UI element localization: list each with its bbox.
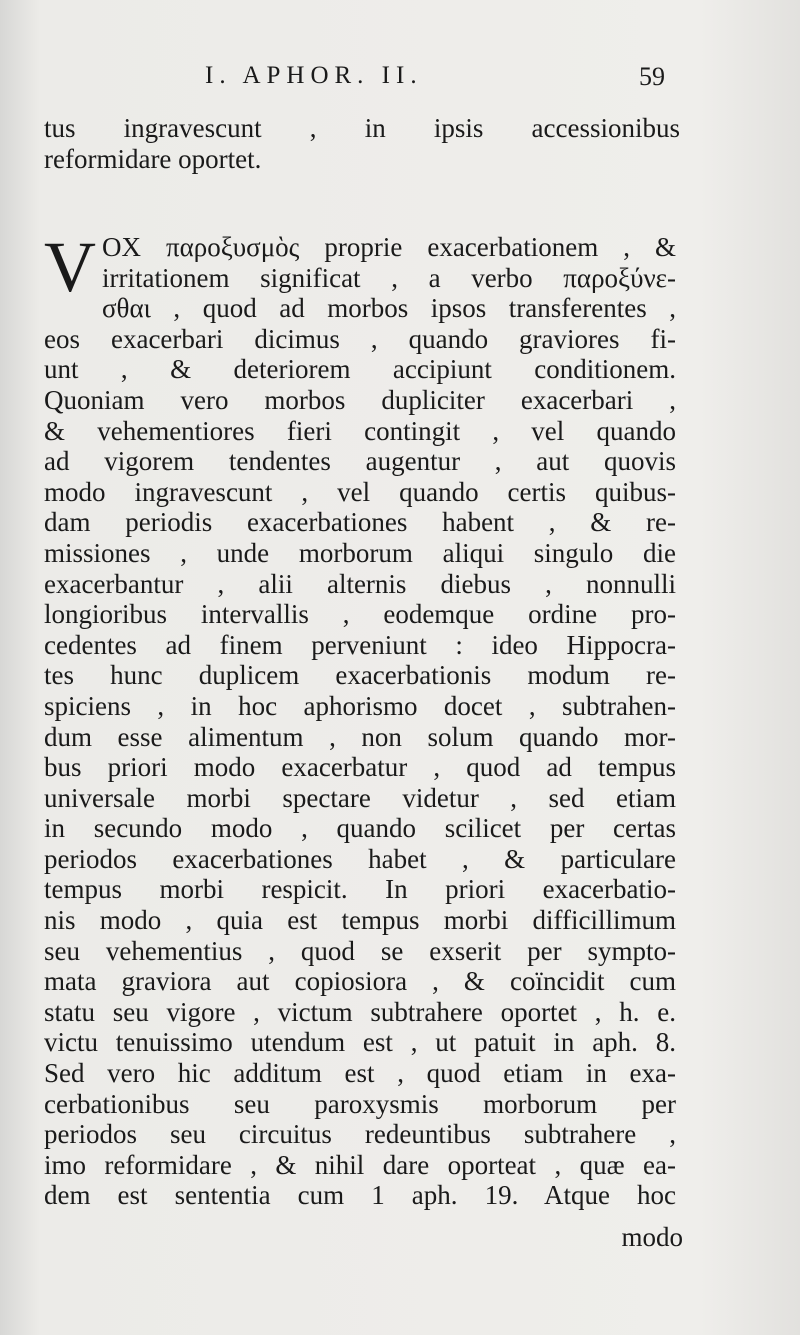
text-line: longioribus intervallis , eodemque ordine pro- (44, 599, 676, 630)
text-line: modo ingravescunt , vel quando certis quibus- (44, 476, 676, 507)
text-line: exacerbantur , alii alternis diebus , nonnulli (44, 568, 676, 599)
page-header (205, 62, 665, 98)
text-line: σθαι , quod ad morbos ipsos transferentes , (102, 293, 676, 324)
text-line: eos exacerbari dicimus , quando graviores fi- (44, 323, 676, 354)
text-line: tus ingravescunt , in ipsis accessionibus (44, 113, 680, 143)
text-line: nis modo , quia est tempus morbi difficillimum (44, 905, 676, 936)
text-line: irritationem significat , a verbo παροξύνε- (102, 262, 676, 293)
text-line: imo reformidare , & nihil dare oporteat , quæ ea- (44, 1149, 676, 1180)
text-line: spiciens , in hoc aphorismo docet , subtrahen- (44, 690, 676, 721)
catchword: modo (621, 1222, 683, 1252)
text-line: cedentes ad finem perveniunt : ideo Hippocra- (44, 629, 676, 660)
text-line: in secundo modo , quando scilicet per certas (44, 813, 676, 844)
drop-cap: V (44, 227, 96, 307)
text-line: periodos seu circuitus redeuntibus subtrahere , (44, 1119, 676, 1150)
text-line: bus priori modo exacerbatur , quod ad tempus (44, 752, 676, 783)
text-line: tempus morbi respicit. In priori exacerbatio- (44, 874, 676, 905)
text-line: tes hunc duplicem exacerbationis modum re- (44, 660, 676, 691)
text-line: statu seu vigore , victum subtrahere oportet , h. e. (44, 996, 676, 1027)
text-line: mata graviora aut copiosiora , & coïncidit cum (44, 966, 676, 997)
running-title: I. APHOR. II. (205, 62, 423, 89)
text-line: OX παροξυσμὸς proprie exacerbationem , & (102, 232, 676, 262)
text-line: Sed vero hic additum est , quod etiam in exa- (44, 1058, 676, 1089)
paragraph (44, 227, 676, 1211)
text-line: cerbationibus seu paroxysmis morborum per (44, 1088, 676, 1119)
text-line: dam periodis exacerbationes habent , & re- (44, 507, 676, 538)
text-line: dem est sententia cum 1 aph. 19. Atque hoc (44, 1180, 676, 1211)
continuation-text (44, 113, 680, 174)
text-line: ad vigorem tendentes augentur , aut quovis (44, 446, 676, 477)
text-line: victu tenuissimo utendum est , ut patuit in aph. 8. (44, 1027, 676, 1058)
text-line: unt , & deteriorem accipiunt conditionem. (44, 354, 676, 385)
text-line: universale morbi spectare videtur , sed etiam (44, 782, 676, 813)
text-line: reformidare oportet. (44, 143, 262, 174)
text-line: Quoniam vero morbos dupliciter exacerbari , (44, 384, 676, 415)
page-number: 59 (639, 62, 665, 91)
text-line: seu vehementius , quod se exserit per sympto- (44, 935, 676, 966)
text-line: missiones , unde morborum aliqui singulo die (44, 537, 676, 568)
text-line: & vehementiores fieri contingit , vel quando (44, 415, 676, 446)
text-line: periodos exacerbationes habet , & particulare (44, 843, 676, 874)
text-line: dum esse alimentum , non solum quando mor- (44, 721, 676, 752)
